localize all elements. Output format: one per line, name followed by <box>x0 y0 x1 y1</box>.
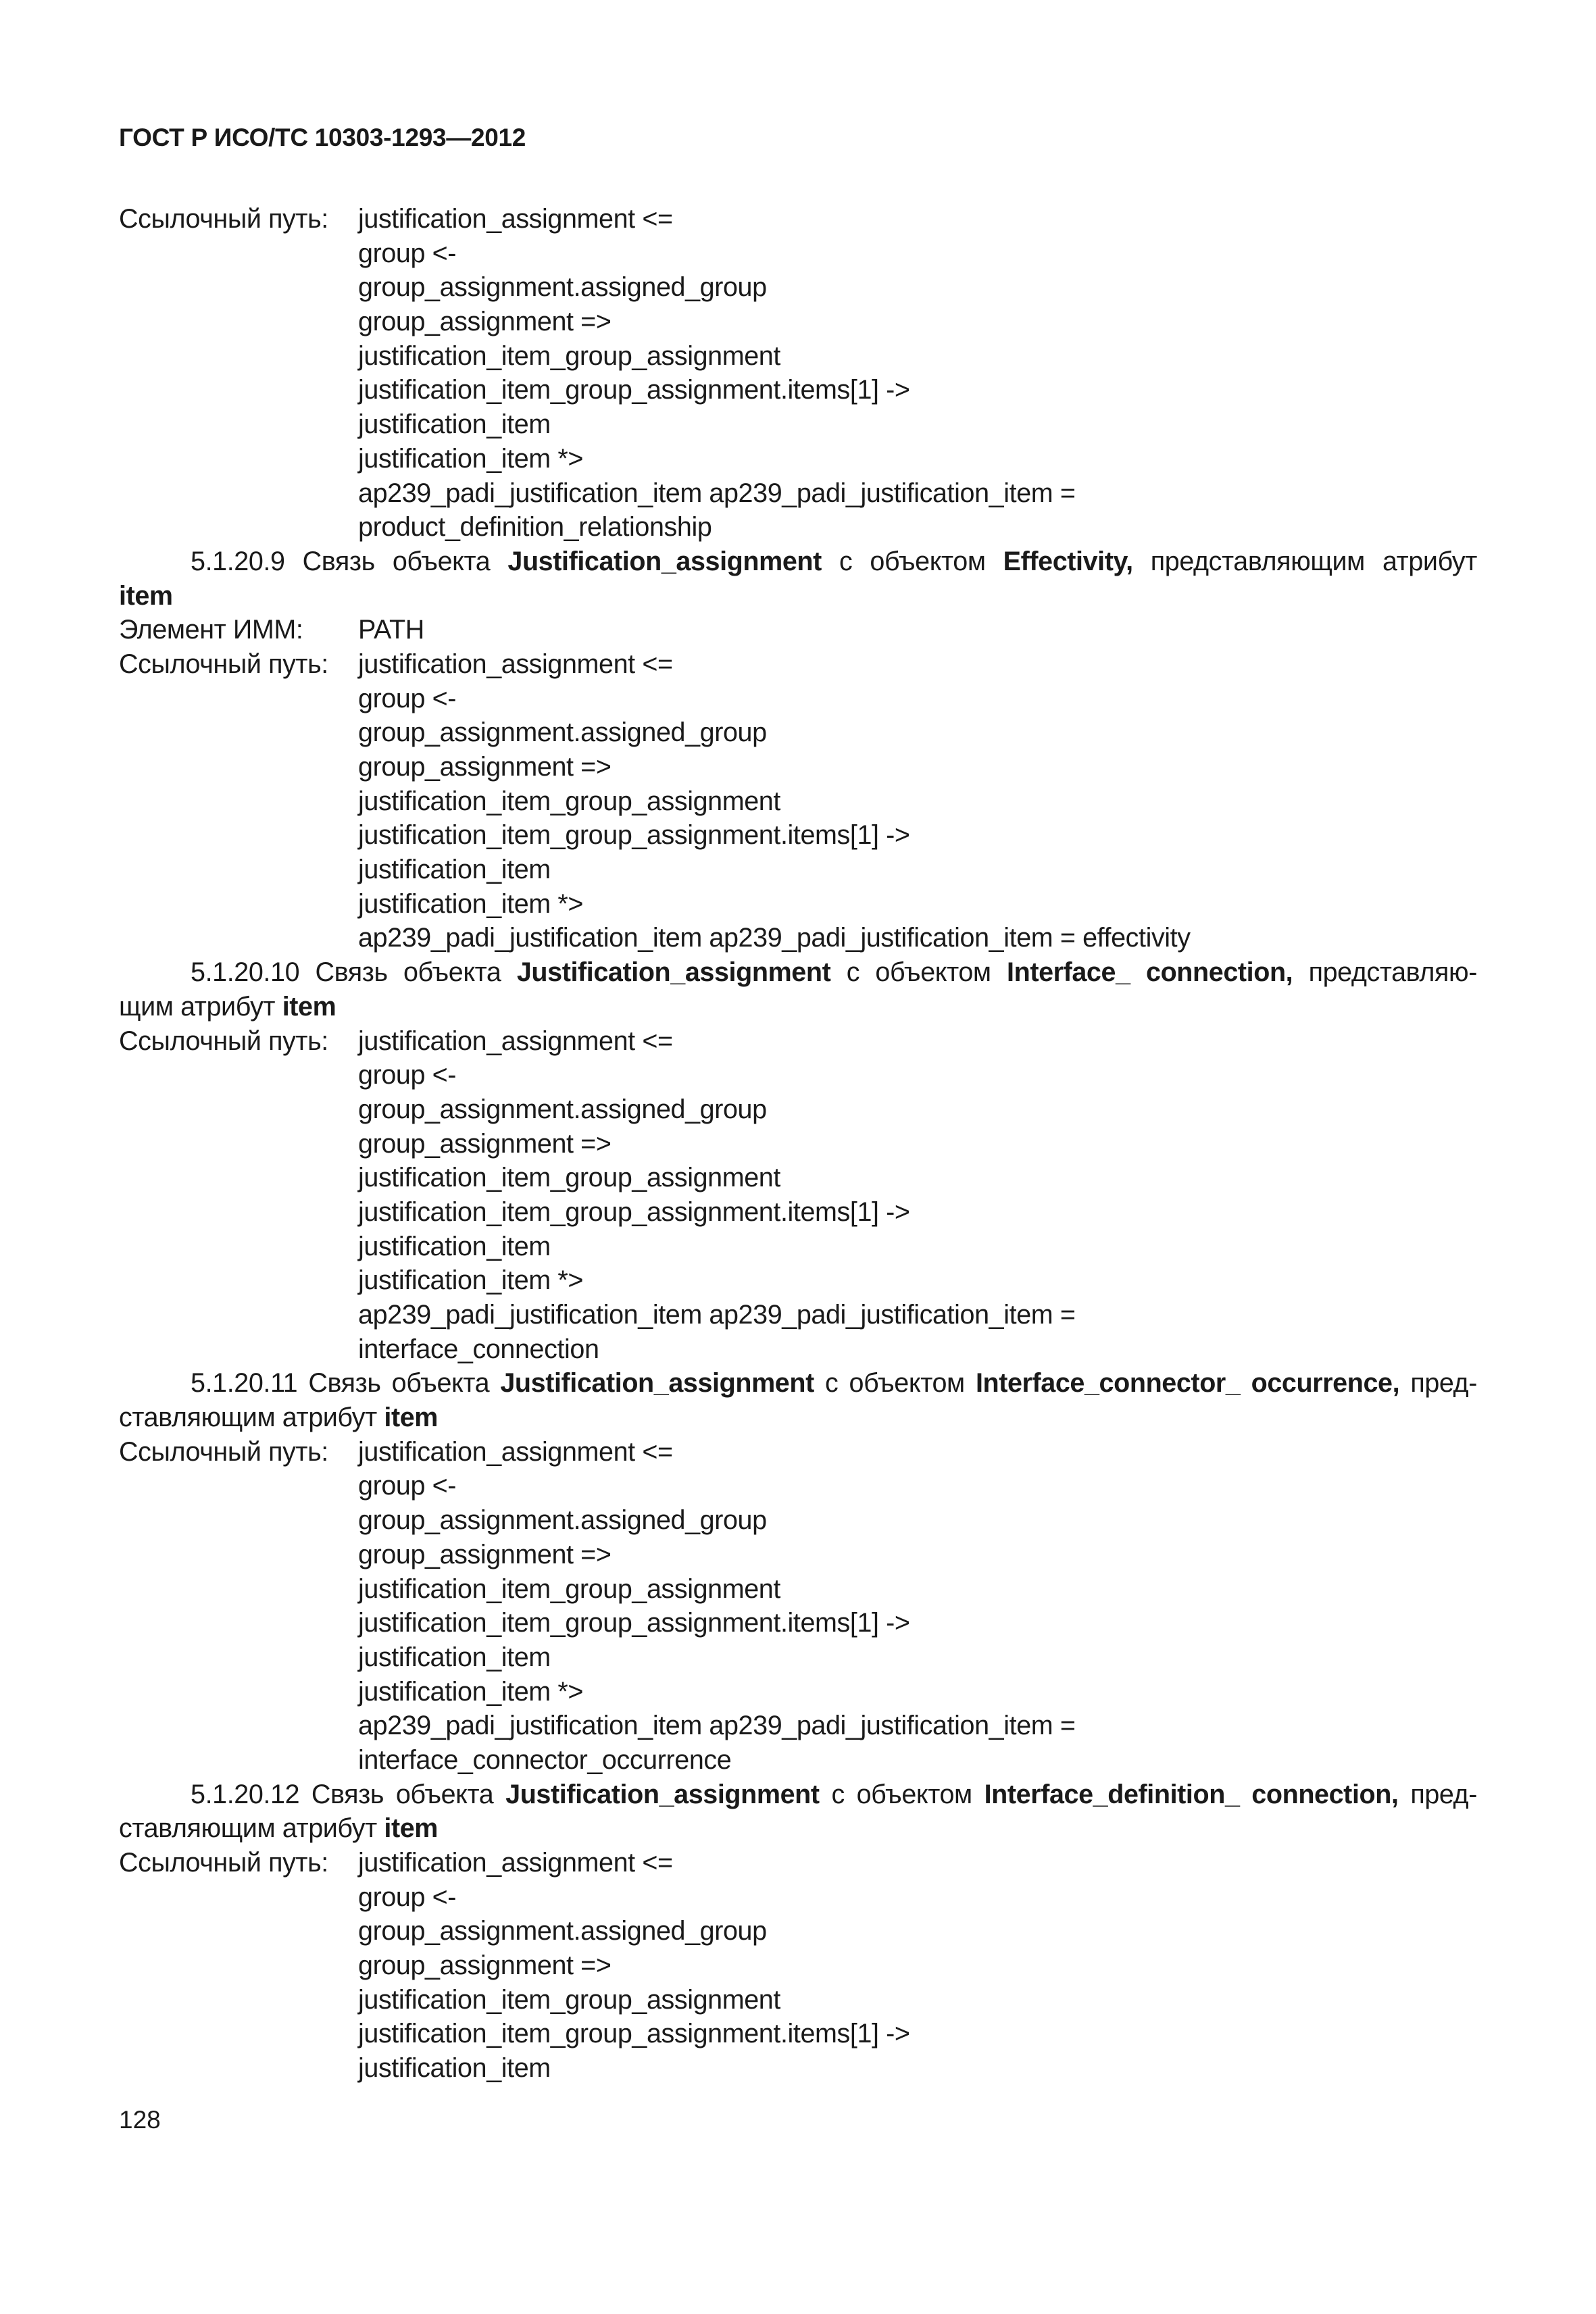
path-value: ap239_padi_justification_item ap239_padi_justification_item = <box>358 1300 1076 1330</box>
path-value: justification_item <box>358 855 551 885</box>
ref-path-line <box>119 647 1477 682</box>
path-line <box>119 270 1477 305</box>
section-heading-9-cont <box>119 579 1477 613</box>
path-line <box>119 1948 1477 1983</box>
path-line <box>119 373 1477 407</box>
path-line <box>119 236 1477 271</box>
path-line <box>119 853 1477 887</box>
path-value: group_assignment.assigned_group <box>358 1916 767 1946</box>
ref-path-line <box>119 1435 1477 1469</box>
section-heading-9 <box>119 545 1477 579</box>
section-heading-11-cont <box>119 1401 1477 1435</box>
section-heading-12 <box>119 1778 1477 1812</box>
page-number: 128 <box>119 2106 161 2134</box>
path-line <box>119 1914 1477 1948</box>
path-line <box>119 305 1477 339</box>
path-value: justification_item_group_assignment <box>358 1574 780 1604</box>
path-value: group <- <box>358 1060 457 1090</box>
path-line <box>119 1469 1477 1503</box>
attribute-name: item <box>282 991 336 1022</box>
path-value: group <- <box>358 683 457 713</box>
heading-text: с объектом <box>819 1779 984 1809</box>
target-entity: Interface_connector_ occurrence, <box>975 1368 1400 1399</box>
path-line <box>119 476 1477 511</box>
path-line <box>119 1503 1477 1538</box>
path-value: ap239_padi_justification_item ap239_padi_justification_item = <box>358 478 1076 508</box>
path-line <box>119 442 1477 476</box>
heading-text: ставляющим атрибут <box>119 1813 384 1844</box>
ref-path-line <box>119 1846 1477 1880</box>
heading-text: пред- <box>1399 1368 1478 1399</box>
path-line <box>119 1263 1477 1298</box>
path-value: justification_item *> <box>358 443 584 474</box>
ref-path-label: Ссылочный путь: <box>119 1436 328 1467</box>
path-value: justification_item_group_assignment <box>358 341 780 371</box>
heading-text: пред- <box>1398 1779 1477 1809</box>
target-entity: Interface_definition_ connection, <box>984 1779 1399 1809</box>
heading-text: с объектом <box>821 546 1003 576</box>
path-line <box>119 1709 1477 1743</box>
document-body <box>119 202 1477 2086</box>
ref-path-label: Ссылочный путь: <box>119 1026 328 1056</box>
imm-element-line <box>119 613 1477 647</box>
path-value: ap239_padi_justification_item ap239_padi_justification_item = <box>358 1711 1076 1741</box>
entity-name: Justification_assignment <box>505 1779 820 1809</box>
heading-text: представляющим атрибут <box>1132 546 1477 576</box>
path-value: justification_item *> <box>358 888 584 919</box>
path-line <box>119 715 1477 750</box>
path-value: group_assignment.assigned_group <box>358 718 767 748</box>
path-value: justification_item <box>358 2053 551 2084</box>
heading-text: щим атрибут <box>119 991 282 1022</box>
path-value: group_assignment => <box>358 752 612 782</box>
path-line <box>119 750 1477 784</box>
section-number: 5.1.20.10 Связь объекта <box>191 957 517 988</box>
document-header: ГОСТ Р ИСО/ТС 10303-1293—2012 <box>119 124 526 151</box>
path-value: justification_item *> <box>358 1265 584 1296</box>
path-value: group_assignment => <box>358 1951 612 1981</box>
entity-name: Justification_assignment <box>507 546 822 576</box>
path-line <box>119 1983 1477 2017</box>
path-line <box>119 1298 1477 1332</box>
ref-path-value: justification_assignment <= <box>358 1436 673 1467</box>
path-value: interface_connector_occurrence <box>358 1744 732 1775</box>
imm-element-label: Элемент ИММ: <box>119 615 303 645</box>
path-line <box>119 1675 1477 1709</box>
path-value: group_assignment => <box>358 1128 612 1159</box>
path-value: ap239_padi_justification_item ap239_padi_justification_item = effectivity <box>358 923 1191 953</box>
path-value: justification_item <box>358 1231 551 1261</box>
heading-text: с объектом <box>830 957 1007 988</box>
path-line <box>119 1195 1477 1230</box>
path-value: justification_item_group_assignment.items[1] -> <box>358 2019 910 2049</box>
attribute-name: item <box>384 1403 439 1433</box>
path-value: group <- <box>358 1471 457 1501</box>
imm-element-value: PATH <box>358 615 424 645</box>
path-line <box>119 818 1477 853</box>
target-entity: Interface_ connection, <box>1007 957 1293 988</box>
ref-path-value: justification_assignment <= <box>358 204 673 234</box>
path-line <box>119 407 1477 442</box>
entity-name: Justification_assignment <box>516 957 831 988</box>
section-heading-10-cont <box>119 990 1477 1024</box>
path-value: justification_item *> <box>358 1676 584 1707</box>
ref-path-value: justification_assignment <= <box>358 649 673 679</box>
path-value: group <- <box>358 238 457 268</box>
path-line <box>119 682 1477 716</box>
path-value: justification_item_group_assignment.items[1] -> <box>358 1608 910 1638</box>
path-value: justification_item <box>358 1642 551 1672</box>
section-number: 5.1.20.9 Связь объекта <box>191 546 508 576</box>
path-line <box>119 1640 1477 1675</box>
path-line <box>119 784 1477 819</box>
path-line <box>119 1538 1477 1572</box>
path-line <box>119 921 1477 955</box>
path-line <box>119 1127 1477 1161</box>
attribute-name: item <box>119 580 173 611</box>
entity-name: Justification_assignment <box>500 1368 814 1399</box>
path-value: group <- <box>358 1882 457 1912</box>
path-value: group_assignment => <box>358 307 612 337</box>
ref-path-label: Ссылочный путь: <box>119 204 328 234</box>
path-value: group_assignment => <box>358 1539 612 1569</box>
path-value: justification_item_group_assignment.items[1] -> <box>358 820 910 851</box>
path-line <box>119 1572 1477 1607</box>
section-number: 5.1.20.12 Связь объекта <box>191 1779 506 1809</box>
section-heading-10 <box>119 955 1477 990</box>
ref-path-value: justification_assignment <= <box>358 1848 673 1878</box>
ref-path-label: Ссылочный путь: <box>119 649 328 679</box>
path-value: justification_item <box>358 409 551 440</box>
section-heading-12-cont <box>119 1811 1477 1846</box>
path-line <box>119 1606 1477 1640</box>
ref-path-value: justification_assignment <= <box>358 1026 673 1056</box>
heading-text: представляю- <box>1293 957 1477 988</box>
path-line <box>119 1743 1477 1778</box>
path-value: interface_connection <box>358 1334 599 1364</box>
path-value: group_assignment.assigned_group <box>358 1094 767 1124</box>
path-line <box>119 2051 1477 2086</box>
path-line <box>119 1092 1477 1127</box>
section-heading-11 <box>119 1366 1477 1401</box>
section-number: 5.1.20.11 Связь объекта <box>191 1368 501 1399</box>
path-value: product_definition_relationship <box>358 512 712 543</box>
path-value: group_assignment.assigned_group <box>358 1505 767 1536</box>
path-line <box>119 1230 1477 1264</box>
path-line <box>119 339 1477 374</box>
ref-path-line <box>119 202 1477 236</box>
path-value: justification_item_group_assignment <box>358 786 780 816</box>
path-line <box>119 1161 1477 1195</box>
heading-text: с объектом <box>814 1368 976 1399</box>
target-entity: Effectivity, <box>1003 546 1133 576</box>
path-line <box>119 1880 1477 1915</box>
heading-text: ставляющим атрибут <box>119 1403 384 1433</box>
ref-path-label: Ссылочный путь: <box>119 1848 328 1878</box>
path-line <box>119 1058 1477 1092</box>
attribute-name: item <box>384 1813 439 1844</box>
path-line <box>119 1332 1477 1367</box>
path-line <box>119 2017 1477 2051</box>
path-line <box>119 887 1477 922</box>
path-value: justification_item_group_assignment.items[1] -> <box>358 375 910 405</box>
path-value: group_assignment.assigned_group <box>358 272 767 303</box>
path-line <box>119 510 1477 545</box>
path-value: justification_item_group_assignment <box>358 1984 780 2015</box>
path-value: justification_item_group_assignment <box>358 1163 780 1193</box>
path-value: justification_item_group_assignment.items[1] -> <box>358 1197 910 1227</box>
ref-path-line <box>119 1024 1477 1059</box>
